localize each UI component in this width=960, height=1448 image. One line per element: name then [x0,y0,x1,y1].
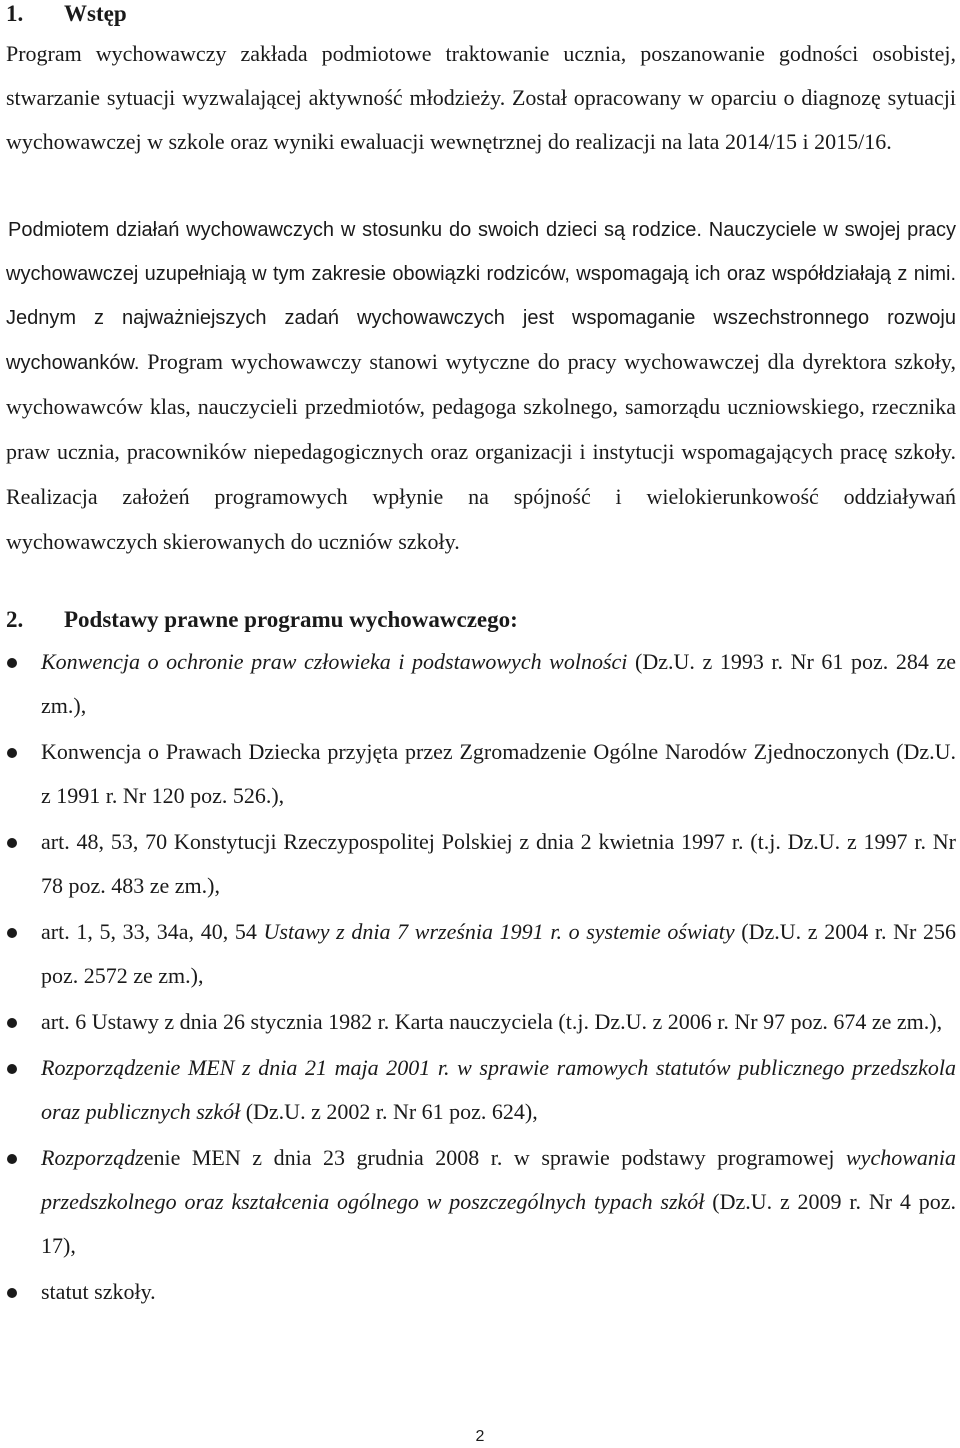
list-item [0,820,960,908]
item-italic: wychowania przedszkolnego oraz kształcenia ogólnego w poszczególnych typach szkół [41,1145,956,1214]
section-2-heading [0,606,518,634]
bullet-icon [7,1018,17,1028]
section-2-number: 2. [6,607,24,632]
page-number: 2 [475,1428,485,1445]
section-1-heading [0,0,127,28]
section-1-number: 1. [6,1,24,26]
list-item [0,910,960,998]
bullet-icon [7,928,17,938]
section-2-title: Podstawy prawne programu wychowawczego: [64,607,518,632]
item-text: art. 1, 5, 33, 34a, 40, 54 [41,919,264,944]
item-text: enie MEN z dnia 23 grudnia 2008 r. w sprawie podstawy programowej [143,1145,846,1170]
item-italic: Konwencja o ochronie praw człowieka i podstawowych wolności [41,649,628,674]
list-item [0,730,960,818]
item-italic: Rozporządzenie MEN z dnia 21 maja 2001 r. w sprawie ramowych statutów publicznego przedszkola oraz publicznych szkół [41,1055,956,1124]
bullet-icon [7,1154,17,1164]
bullet-icon [7,1064,17,1074]
bullet-icon [7,1288,17,1298]
item-italic: Rozporządz [41,1145,144,1170]
item-text: art. 6 Ustawy z dnia 26 stycznia 1982 r. Karta nauczyciela (t.j. Dz.U. z 2006 r. Nr 97 poz. 674 ze zm.), [41,1009,943,1034]
bullet-icon [7,838,17,848]
item-text: statut szkoły. [41,1279,156,1304]
item-italic: Ustawy z dnia 7 września 1991 r. o systemie oświaty [263,919,735,944]
list-item [0,1000,960,1044]
section-1-title: Wstęp [64,1,127,26]
legal-basis-list [0,640,960,1316]
item-text: art. 48, 53, 70 Konstytucji Rzeczypospolitej Polskiej z dnia 2 kwietnia 1997 r. (t.j. Dz.U. z 1997 r. Nr 78 poz. 483 ze zm.), [41,829,956,898]
parents-paragraph [6,208,956,565]
list-item [0,1046,960,1134]
item-text: (Dz.U. z 1993 r. Nr 61 poz. 284 ze zm.), [41,649,956,718]
intro-paragraph: Program wychowawczy zakłada podmiotowe traktowanie ucznia, poszanowanie godności osobistej, stwarzanie sytuacji wyzwalającej aktywność młodzieży. Został opracowany w oparciu o diagnozę sytuacji wychowawczej w szkole oraz wyniki ewaluacji wewnętrznej do realizacji na lata 2014/15 i 2015/16. [6,41,956,154]
list-item [0,1270,960,1314]
bullet-icon [7,748,17,758]
item-text: (Dz.U. z 2002 r. Nr 61 poz. 624), [240,1099,538,1124]
item-text: (Dz.U. z 2009 r. Nr 4 poz. 17), [41,1189,956,1258]
bullet-icon [7,658,17,668]
item-text: (Dz.U. z 2004 r. Nr 256 poz. 2572 ze zm.), [41,919,956,988]
list-item [0,640,960,728]
program-guidelines-text: Program wychowawczy stanowi wytyczne do pracy wychowawczej dla dyrektora szkoły, wychowawców klas, nauczycieli przedmiotów, pedagoga szkolnego, samorządu uczniowskiego, rzecznika praw ucznia, pracowników niepedagogicznych oraz organizacji i instytucji wspomagających pracę szkoły. Realizacja założeń programowych wpłynie na spójność i wielokierunkowość oddziaływań wychowawczych skierowanych do uczniów szkoły. [6,349,956,554]
item-text: Konwencja o Prawach Dziecka przyjęta przez Zgromadzenie Ogólne Narodów Zjednoczonych (Dz.U. z 1991 r. Nr 120 poz. 526.), [41,739,956,808]
list-item [0,1136,960,1268]
parents-text: Podmiotem działań wychowawczych w stosunku do swoich dzieci są rodzice. Nauczyciele w swojej pracy wychowawczej uzupełniają w tym zakresie obowiązki rodziców, wspomagają ich oraz współdziałają z nimi. Jednym z najważniejszych zadań wychowawczych jest wspomaganie wszechstronnego rozwoju wychowanków. [6,219,956,374]
